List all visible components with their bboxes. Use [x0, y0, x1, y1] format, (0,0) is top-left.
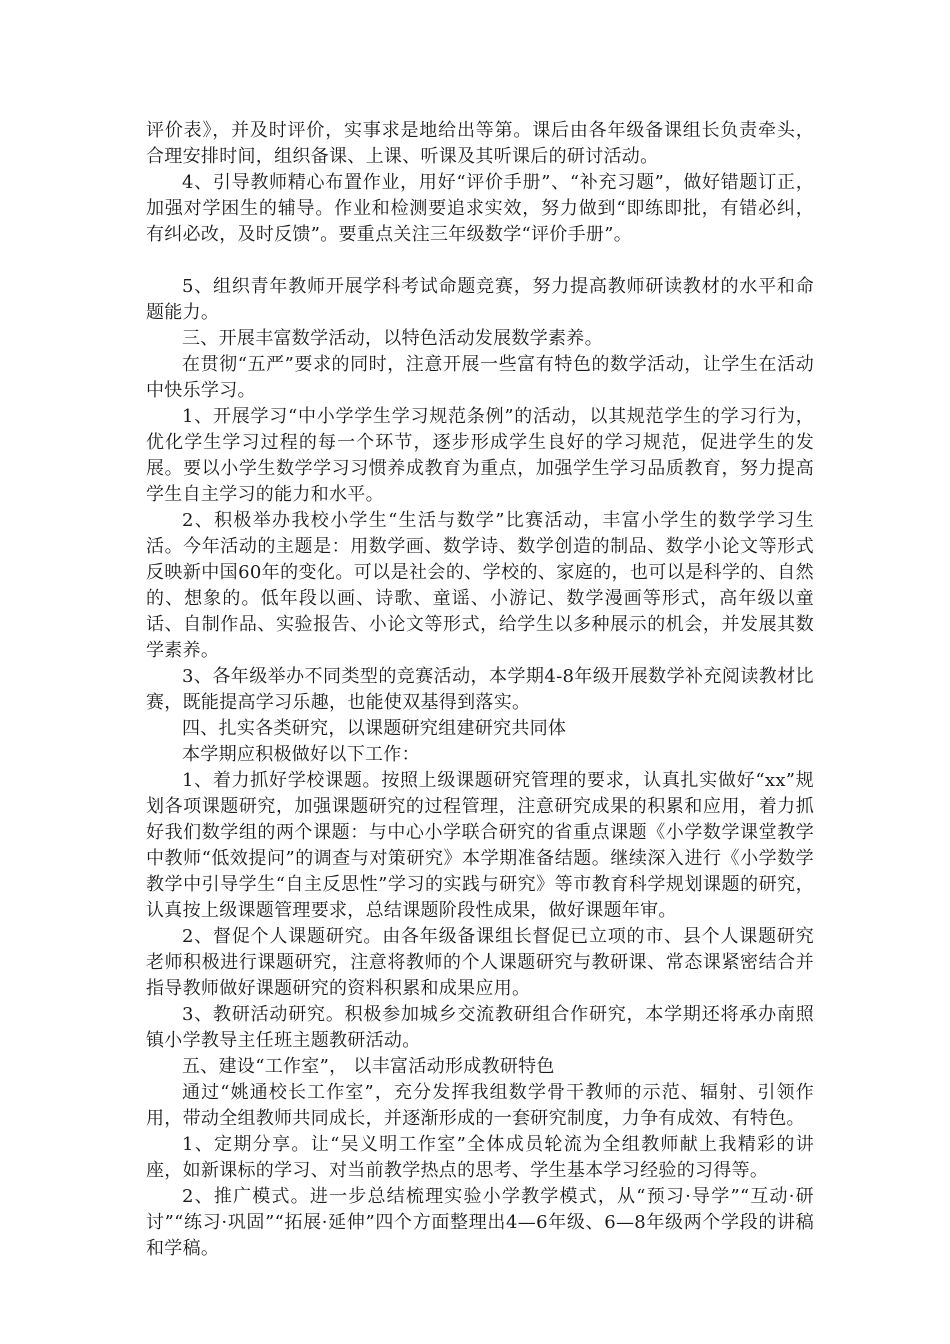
- paragraph-section-3-item-2: 2、积极举办我校小学生“生活与数学”比赛活动，丰富小学生的数学学习生活。今年活动的主题是：用数学画、数学诗、数学创造的制品、数学小论文等形式反映新中国60年的变化。可以是社会的、学校的、家庭的，也可以是科学的、自然的、想象的。低年段以画、诗歌、童谣、小游记、数学漫画等形式，高年级以童话、自制作品、实验报告、小论文等形式，给学生以多种展示的机会，并发展其数学素养。: [146, 510, 814, 661]
- section-heading-3: 三、开展丰富数学活动，以特色活动发展数学素养。: [182, 328, 603, 349]
- paragraph-section-3-item-3: 3、各年级举办不同类型的竞赛活动，本学期4-8年级开展数学补充阅读教材比赛，既能提高学习乐趣，也能使双基得到落实。: [146, 666, 814, 713]
- section-heading-4: 四、扎实各类研究，以课题研究组建研究共同体: [182, 718, 567, 739]
- paragraph-section-4-item-2: 2、督促个人课题研究。由各年级备课组长督促已立项的市、县个人课题研究老师积极进行课题研究，注意将教师的个人课题研究与教研课、常态课紧密结合并指导教师做好课题研究的资料积累和成果应用。: [146, 926, 814, 999]
- paragraph-continuation: 评价表》，并及时评价，实事求是地给出等第。课后由各年级备课组长负责牵头，合理安排时间，组织备课、上课、听课及其听课后的研讨活动。: [146, 120, 814, 167]
- document-body: [146, 118, 814, 1262]
- paragraph-section-4-item-1: 1、着力抓好学校课题。按照上级课题研究管理的要求，认真扎实做好“xx”规划各项课题研究，加强课题研究的过程管理，注意研究成果的积累和应用，着力抓好我们数学组的两个课题：与中心小学联合研究的省重点课题《小学数学课堂教学中教师“低效提问”的调查与对策研究》本学期准备结题。继续深入进行《小学数学教学中引导学生“自主反思性”学习的实践与研究》等市教育科学规划课题的研究，认真按上级课题管理要求，总结课题阶段性成果，做好课题年审。: [146, 770, 814, 921]
- paragraph-item-5-exam-contest: 5、组织青年教师开展学科考试命题竞赛，努力提高教师研读教材的水平和命题能力。: [146, 276, 814, 323]
- paragraph-item-4-homework: 4、引导教师精心布置作业，用好“评价手册”、“补充习题”，做好错题订正，加强对学困生的辅导。作业和检测要追求实效，努力做到“即练即批，有错必纠，有纠必改，及时反馈”。要重点关注三年级数学“评价手册”。: [146, 172, 814, 245]
- paragraph-section-5-item-2: 2、推广模式。进一步总结梳理实验小学教学模式，从“预习·导学”“互动·研讨”“练习·巩固”“拓展·延伸”四个方面整理出4—6年级、6—8年级两个学段的讲稿和学稿。: [146, 1186, 814, 1259]
- paragraph-section-3-intro: 在贯彻“五严”要求的同时，注意开展一些富有特色的数学活动，让学生在活动中快乐学习。: [146, 354, 814, 401]
- section-heading-5: 五、建设“工作室”， 以丰富活动形成教研特色: [182, 1056, 555, 1077]
- paragraph-section-3-item-1: 1、开展学习“中小学学生学习规范条例”的活动，以其规范学生的学习行为，优化学生学习过程的每一个环节，逐步形成学生良好的学习规范，促进学生的发展。要以小学生数学学习习惯养成教育为重点，加强学生学习品质教育，努力提高学生自主学习的能力和水平。: [146, 406, 814, 505]
- paragraph-section-4-intro: 本学期应积极做好以下工作：: [182, 744, 420, 765]
- paragraph-section-4-item-3: 3、教研活动研究。积极参加城乡交流教研组合作研究，本学期还将承办南照镇小学教导主任班主题教研活动。: [146, 1004, 814, 1051]
- paragraph-section-5-intro: 通过“姚通校长工作室”，充分发挥我组数学骨干教师的示范、辐射、引领作用，带动全组教师共同成长，并逐渐形成的一套研究制度，力争有成效、有特色。: [146, 1082, 814, 1129]
- paragraph-section-5-item-1: 1、定期分享。让“吴义明工作室”全体成员轮流为全组教师献上我精彩的讲座，如新课标的学习、对当前教学热点的思考、学生基本学习经验的习得等。: [146, 1134, 814, 1181]
